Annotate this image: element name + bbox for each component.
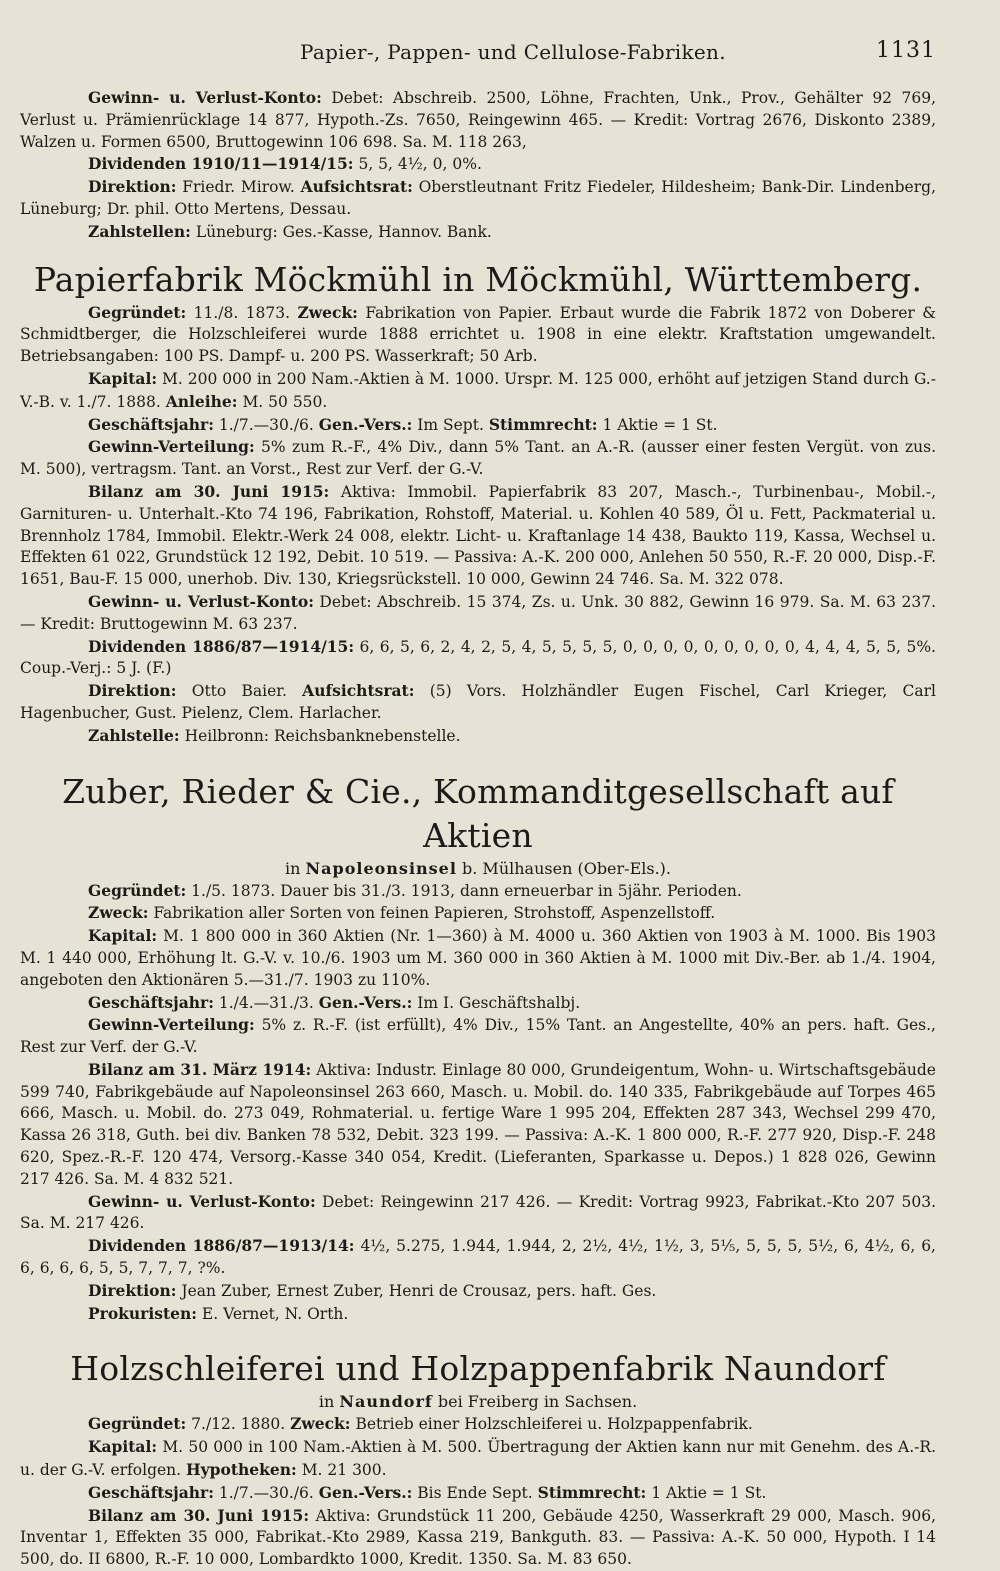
label: Gen.-Vers.:	[318, 414, 413, 434]
label: Geschäftsjahr:	[88, 992, 214, 1012]
text: 11./8. 1873.	[193, 303, 291, 322]
text: Im Sept.	[417, 415, 484, 434]
paragraph-direktion	[20, 1280, 936, 1303]
label: Dividenden 1886/87—1913/14:	[88, 1236, 355, 1256]
label: Hypotheken:	[186, 1460, 297, 1480]
text: Aktiva: Immobil. Papierfabrik 83 207, Masch.-, Turbinenbau-, Mobil.-, Garnituren- u. Unterhalt.-Kto 74 196, Fabrikation, Rohstoff, Material. u. Kohlen 40 589, Öl u. Fett, Packmaterial u. Brennholz 1784, Immobil. Elektr.-Werk 24 008, elektr. Licht- u. Kraftanlage 14 438, Baukto 119, Kassa, Wechsel u. Effekten 61 022, Grundstück 12 192, Debit. 10 519. — Passiva: A.-K. 200 000, Anlehen 50 550, R.-F. 20 000, Disp.-F. 1651, Bau-F. 15 000, unerhob. Div. 130, Kriegsrückstell. 10 000, Gewinn 24 746. Sa. M. 322 078.	[20, 482, 936, 589]
label: Kapital:	[88, 926, 158, 946]
text: 1 Aktie = 1 St.	[602, 415, 718, 434]
text: in	[318, 1392, 335, 1412]
text: M. 50 550.	[242, 392, 328, 411]
text: 1./7.—30./6.	[218, 1483, 314, 1502]
page-number: 1131	[876, 38, 936, 63]
paragraph-kapital	[20, 1436, 936, 1482]
text: 6, 6, 5, 6, 2, 4, 2, 5, 4, 5, 5, 5, 5, 0, 0, 0, 0, 0, 0, 0, 0, 0, 4, 4, 4, 5, 5, 5%. Coup.-Verj.: 5 J. (F.)	[20, 637, 936, 678]
paragraph-bilanz	[20, 1505, 936, 1571]
page-body	[20, 87, 936, 1571]
text: Im I. Geschäftshalbj.	[417, 993, 581, 1012]
paragraph-dividenden	[20, 636, 936, 681]
label: Zweck:	[290, 1414, 351, 1434]
label: Direktion:	[88, 681, 177, 701]
running-title: Papier-, Pappen- und Cellulose-Fabriken.	[300, 40, 726, 64]
label: Zahlstellen:	[88, 221, 191, 241]
text: 4½, 5.275, 1.944, 1.944, 2, 2½, 4½, 1½, 3, 5⅕, 5, 5, 5, 5½, 6, 4½, 6, 6, 6, 6, 6, 6, 5, 5, 7, 7, 7, ?%.	[20, 1237, 936, 1278]
text: Aktiva: Grundstück 11 200, Gebäude 4250, Wasserkraft 29 000, Masch. 906, Inventar 1, Effekten 35 000, Fabrikat.-Kto 2989, Kassa 219, Bankguth. 83. — Passiva: A.-K. 50 000, Hypoth. I 14 500, do. II 6800, R.-F. 10 000, Lombardkto 1000, Kredit. 1350. Sa. M. 83 650.	[20, 1506, 936, 1569]
text: b. Mülhausen (Ober-Els.).	[462, 858, 671, 878]
text: Lüneburg: Ges.-Kasse, Hannov. Bank.	[195, 222, 492, 241]
paragraph-zahlstellen	[20, 221, 936, 244]
paragraph-direktion	[20, 680, 936, 725]
paragraph-dividenden	[20, 1235, 936, 1280]
label: Gewinn- u. Verlust-Konto:	[88, 1191, 316, 1211]
entry-zuber-rieder	[20, 880, 936, 1326]
location-name: Napoleonsinsel	[305, 858, 457, 878]
text: M. 50 000 in 100 Nam.-Aktien à M. 500. Übertragung der Aktien kann nur mit Genehm. des A.-R. u. der G.-V. erfolgen.	[20, 1438, 936, 1480]
text: Aktiva: Industr. Einlage 80 000, Grundeigentum, Wohn- u. Wirtschaftsgebäude 599 740, Fabrikgebäude auf Napoleonsinsel 263 660, Masch. u. Mobil. do. 140 335, Fabrikgebäude auf Torpes 465 666, Masch. u. Mobil. do. 273 049, Rohmaterial. u. fertige Ware 1 995 204, Effekten 287 343, Wechsel 299 470, Kassa 26 318, Guth. bei div. Banken 78 532, Debit. 323 199. — Passiva: A.-K. 1 800 000, R.-F. 277 920, Disp.-F. 248 620, Spez.-R.-F. 120 474, Versorg.-Kasse 340 054, Kredit. (Lieferanten, Sparkasse u. Depos.) 1 828 026, Gewinn 217 426. Sa. M. 4 832 521.	[20, 1060, 936, 1188]
text: 1 Aktie = 1 St.	[651, 1483, 767, 1502]
paragraph-gegruendet	[20, 302, 936, 368]
label: Gen.-Vers.:	[318, 1482, 413, 1502]
entry-naundorf	[20, 1413, 936, 1571]
label: Bilanz am 30. Juni 1915:	[88, 1505, 310, 1525]
text: 5, 5, 4½, 0, 0%.	[358, 155, 482, 174]
paragraph-kapital	[20, 925, 936, 991]
text: M. 21 300.	[301, 1461, 387, 1480]
entry-title-zuber-rieder: Zuber, Rieder & Cie., Kommanditgesellschaft auf Aktien	[62, 771, 894, 855]
text: M. 1 800 000 in 360 Aktien (Nr. 1—360) à M. 4000 u. 360 Aktien von 1903 à M. 1000. Bis 1903 M. 1 440 000, Erhöhung lt. G.-V. v. 10./6. 1903 um M. 360 000 in 360 Aktien à M. 1000 mit Div.-Ber. ab 1./4. 1904, angeboten den Aktionären 5.—31./7. 1903 zu 110%.	[20, 927, 936, 989]
paragraph-gewinn-verlust	[20, 87, 936, 153]
label: Bilanz am 30. Juni 1915:	[88, 481, 330, 501]
label: Stimmrecht:	[488, 414, 598, 434]
paragraph-geschaeftsjahr	[20, 414, 936, 437]
label: Gewinn-Verteilung:	[88, 1015, 255, 1035]
paragraph-bilanz	[20, 481, 936, 591]
label: Direktion:	[88, 177, 177, 197]
entry-moeckmuehl	[20, 302, 936, 748]
label: Geschäftsjahr:	[88, 414, 214, 434]
text: Debet: Abschreib. 2500, Löhne, Frachten, Unk., Prov., Gehälter 92 769, Verlust u. Prämienrücklage 14 877, Hypoth.-Zs. 7650, Reingewinn 465. — Kredit: Vortrag 2676, Diskonto 2389, Walzen u. Formen 6500, Bruttogewinn 106 698. Sa. M. 118 263,	[20, 89, 936, 151]
label: Kapital:	[88, 1437, 158, 1457]
label: Gewinn-Verteilung:	[88, 437, 255, 457]
text: Debet: Abschreib. 15 374, Zs. u. Unk. 30 882, Gewinn 16 979. Sa. M. 63 237. — Kredit: Bruttogewinn M. 63 237.	[20, 592, 936, 633]
text: E. Vernet, N. Orth.	[201, 1304, 349, 1323]
text: Bis Ende Sept.	[417, 1483, 533, 1502]
label: Gegründet:	[88, 302, 187, 322]
label: Gen.-Vers.:	[318, 992, 413, 1012]
text: Heilbronn: Reichsbanknebenstelle.	[184, 726, 461, 745]
label: Bilanz am 31. März 1914:	[88, 1059, 312, 1079]
text: Betrieb einer Holzschleiferei u. Holzpappenfabrik.	[355, 1415, 753, 1434]
text: 1./7.—30./6.	[218, 415, 314, 434]
paragraph-gewinn-verteilung	[20, 436, 936, 481]
label: Geschäftsjahr:	[88, 1482, 214, 1502]
paragraph-kapital	[20, 368, 936, 414]
label: Zweck:	[297, 302, 358, 322]
label: Gegründet:	[88, 880, 187, 900]
label: Kapital:	[88, 368, 158, 388]
paragraph-gewinn-verteilung	[20, 1014, 936, 1059]
label: Gewinn- u. Verlust-Konto:	[88, 88, 322, 107]
paragraph-zweck	[20, 902, 936, 925]
paragraph-bilanz	[20, 1059, 936, 1191]
paragraph-direktion	[20, 176, 936, 221]
entry-location-line	[20, 858, 936, 880]
paragraph-gewinn-verlust	[20, 591, 936, 636]
label: Direktion:	[88, 1280, 177, 1300]
paragraph-zahlstelle	[20, 725, 936, 748]
label: Aufsichtsrat:	[302, 681, 415, 701]
text: in	[285, 858, 301, 878]
text: Friedr. Mirow.	[182, 178, 295, 197]
text: Debet: Reingewinn 217 426. — Kredit: Vortrag 9923, Fabrikat.-Kto 207 503. Sa. M. 217 426.	[20, 1192, 936, 1233]
label: Aufsichtsrat:	[300, 177, 413, 197]
text: 1./4.—31./3.	[218, 993, 314, 1012]
label: Zahlstelle:	[88, 725, 180, 745]
location-name: Naundorf	[339, 1392, 433, 1412]
text: M. 200 000 in 200 Nam.-Aktien à M. 1000. Urspr. M. 125 000, erhöht auf jetzigen Stand durch G.-V.-B. v. 1./7. 1888.	[20, 369, 936, 411]
entry-location-line	[20, 1391, 936, 1413]
text: Jean Zuber, Ernest Zuber, Henri de Crousaz, pers. haft. Ges.	[181, 1281, 657, 1300]
text: 5% zum R.-F., 4% Div., dann 5% Tant. an A.-R. (ausser einer festen Vergüt. von zus. M. 500), vertragsm. Tant. an Vorst., Rest zur Verf. der G.-V.	[20, 438, 936, 479]
label: Prokuristen:	[88, 1303, 197, 1323]
label: Zweck:	[88, 903, 149, 923]
paragraph-gegruendet	[20, 880, 936, 903]
label: Gewinn- u. Verlust-Konto:	[88, 591, 314, 611]
label: Gegründet:	[88, 1414, 187, 1434]
label: Stimmrecht:	[537, 1482, 647, 1502]
text: bei Freiberg in Sachsen.	[437, 1392, 638, 1412]
entry-title-naundorf: Holzschleiferei und Holzpappenfabrik Naundorf	[70, 1349, 886, 1389]
text: (5) Vors. Holzhändler Eugen Fischel, Carl Krieger, Carl Hagenbucher, Gust. Pielenz, Clem. Harlacher.	[20, 682, 937, 722]
paragraph-prokuristen	[20, 1303, 936, 1326]
label: Dividenden 1886/87—1914/15:	[88, 636, 355, 656]
paragraph-dividenden	[20, 153, 936, 176]
text: Fabrikation aller Sorten von feinen Papieren, Strohstoff, Aspenzellstoff.	[153, 904, 716, 923]
text: 7./12. 1880.	[191, 1415, 286, 1434]
running-header	[0, 40, 1000, 80]
text: Otto Baier.	[191, 682, 287, 701]
text: Fabrikation von Papier. Erbaut wurde die Fabrik 1872 von Doberer & Schmidtberger, die Holzschleiferei wurde 1888 errichtet u. 1908 in eine elektr. Kraftstation umgewandelt. Betriebsangaben: 100 PS. Dampf- u. 200 PS. Wasserkraft; 50 Arb.	[20, 303, 937, 366]
entry-title-moeckmuehl: Papierfabrik Möckmühl in Möckmühl, Württemberg.	[33, 259, 923, 299]
label: Dividenden 1910/11—1914/15:	[88, 154, 354, 174]
text: 1./5. 1873. Dauer bis 31./3. 1913, dann erneuerbar in 5jähr. Perioden.	[191, 881, 742, 900]
paragraph-gegruendet	[20, 1413, 936, 1436]
paragraph-geschaeftsjahr	[20, 992, 936, 1015]
entry-continuation	[20, 87, 936, 244]
label: Anleihe:	[165, 391, 238, 411]
paragraph-geschaeftsjahr	[20, 1482, 936, 1505]
text: 5% z. R.-F. (ist erfüllt), 4% Div., 15% Tant. an Angestellte, 40% an pers. haft. Ges., Rest zur Verf. der G.-V.	[20, 1016, 936, 1057]
paragraph-gewinn-verlust	[20, 1191, 936, 1236]
text: Oberstleutnant Fritz Fiedeler, Hildesheim; Bank-Dir. Lindenberg, Lüneburg; Dr. phil. Otto Mertens, Dessau.	[20, 178, 936, 218]
